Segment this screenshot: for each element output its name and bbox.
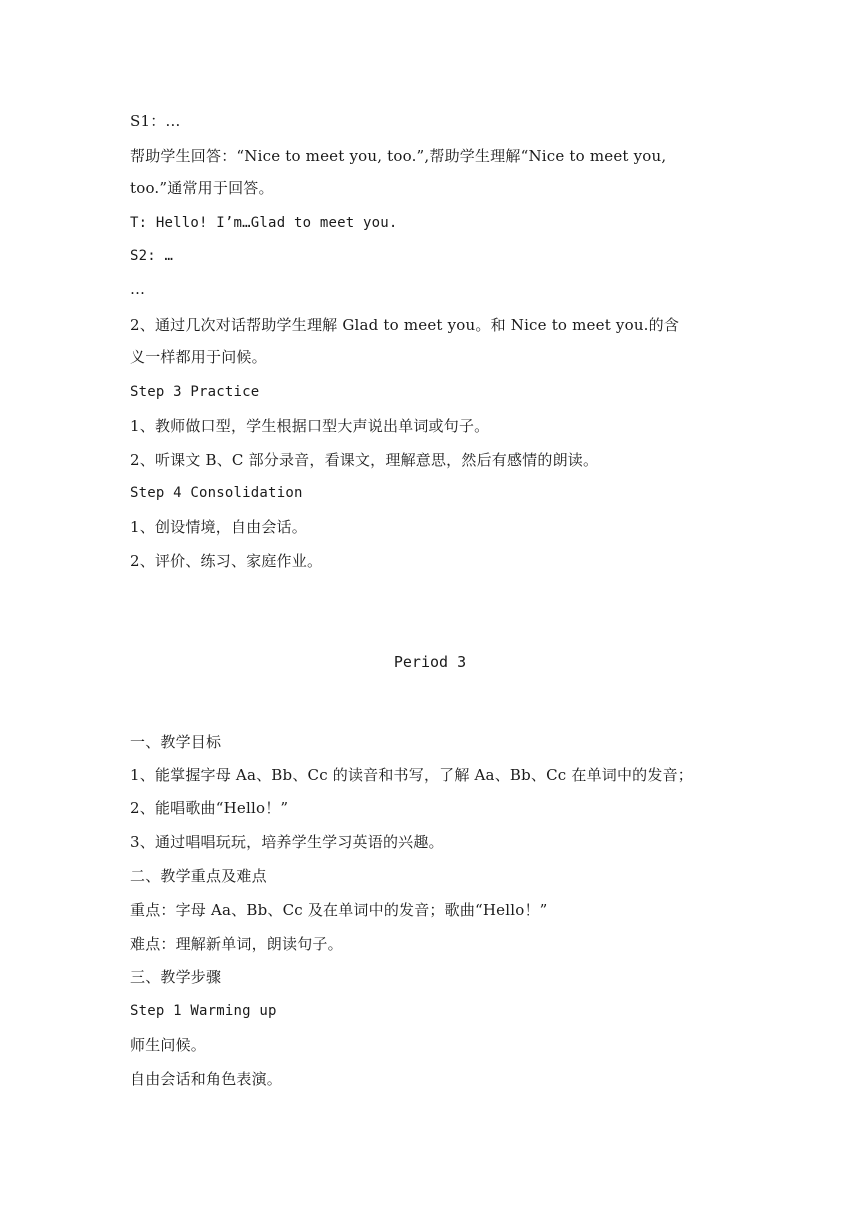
text-line: 2、能唱歌曲“Hello！” (130, 799, 289, 817)
text-line: S1：… (130, 112, 181, 130)
text-line: too.”通常用于回答。 (130, 179, 274, 197)
step-heading: Step 4 Consolidation (130, 485, 303, 501)
text-line: 师生问候。 (130, 1036, 207, 1054)
text-line: S2: … (130, 248, 174, 264)
text-line: 1、创设情境，自由会话。 (130, 518, 307, 536)
text-line: 2、评价、练习、家庭作业。 (130, 552, 323, 570)
step-heading: Step 1 Warming up (130, 1003, 277, 1019)
section-heading: 一、教学目标 (130, 733, 222, 751)
text-line: 重点：字母 Aa、Bb、Cc 及在单词中的发音；歌曲“Hello！” (130, 901, 548, 919)
text-line: 3、通过唱唱玩玩，培养学生学习英语的兴趣。 (130, 833, 444, 851)
section-heading: 二、教学重点及难点 (130, 867, 267, 885)
text-line: 2、听课文 B、C 部分录音，看课文，理解意思，然后有感情的朗读。 (130, 451, 599, 469)
text-line: 难点：理解新单词，朗读句子。 (130, 935, 343, 953)
period-heading: Period 3 (393, 653, 467, 671)
section-heading: 三、教学步骤 (130, 968, 222, 986)
text-line: 帮助学生回答：“Nice to meet you, too.”,帮助学生理解“Nice to meet you, (130, 147, 667, 165)
text-line: 2、通过几次对话帮助学生理解 Glad to meet you。和 Nice to meet you.的含 (130, 316, 680, 334)
text-line: 1、能掌握字母 Aa、Bb、Cc 的读音和书写，了解 Aa、Bb、Cc 在单词中的发音； (130, 766, 693, 784)
text-line: 自由会话和角色表演。 (130, 1070, 283, 1088)
text-line: 义一样都用于问候。 (130, 348, 267, 366)
text-line: 1、教师做口型，学生根据口型大声说出单词或句子。 (130, 417, 490, 435)
text-line: T: Hello! I’m…Glad to meet you. (130, 215, 398, 231)
step-heading: Step 3 Practice (130, 384, 260, 400)
text-line: … (130, 280, 146, 298)
